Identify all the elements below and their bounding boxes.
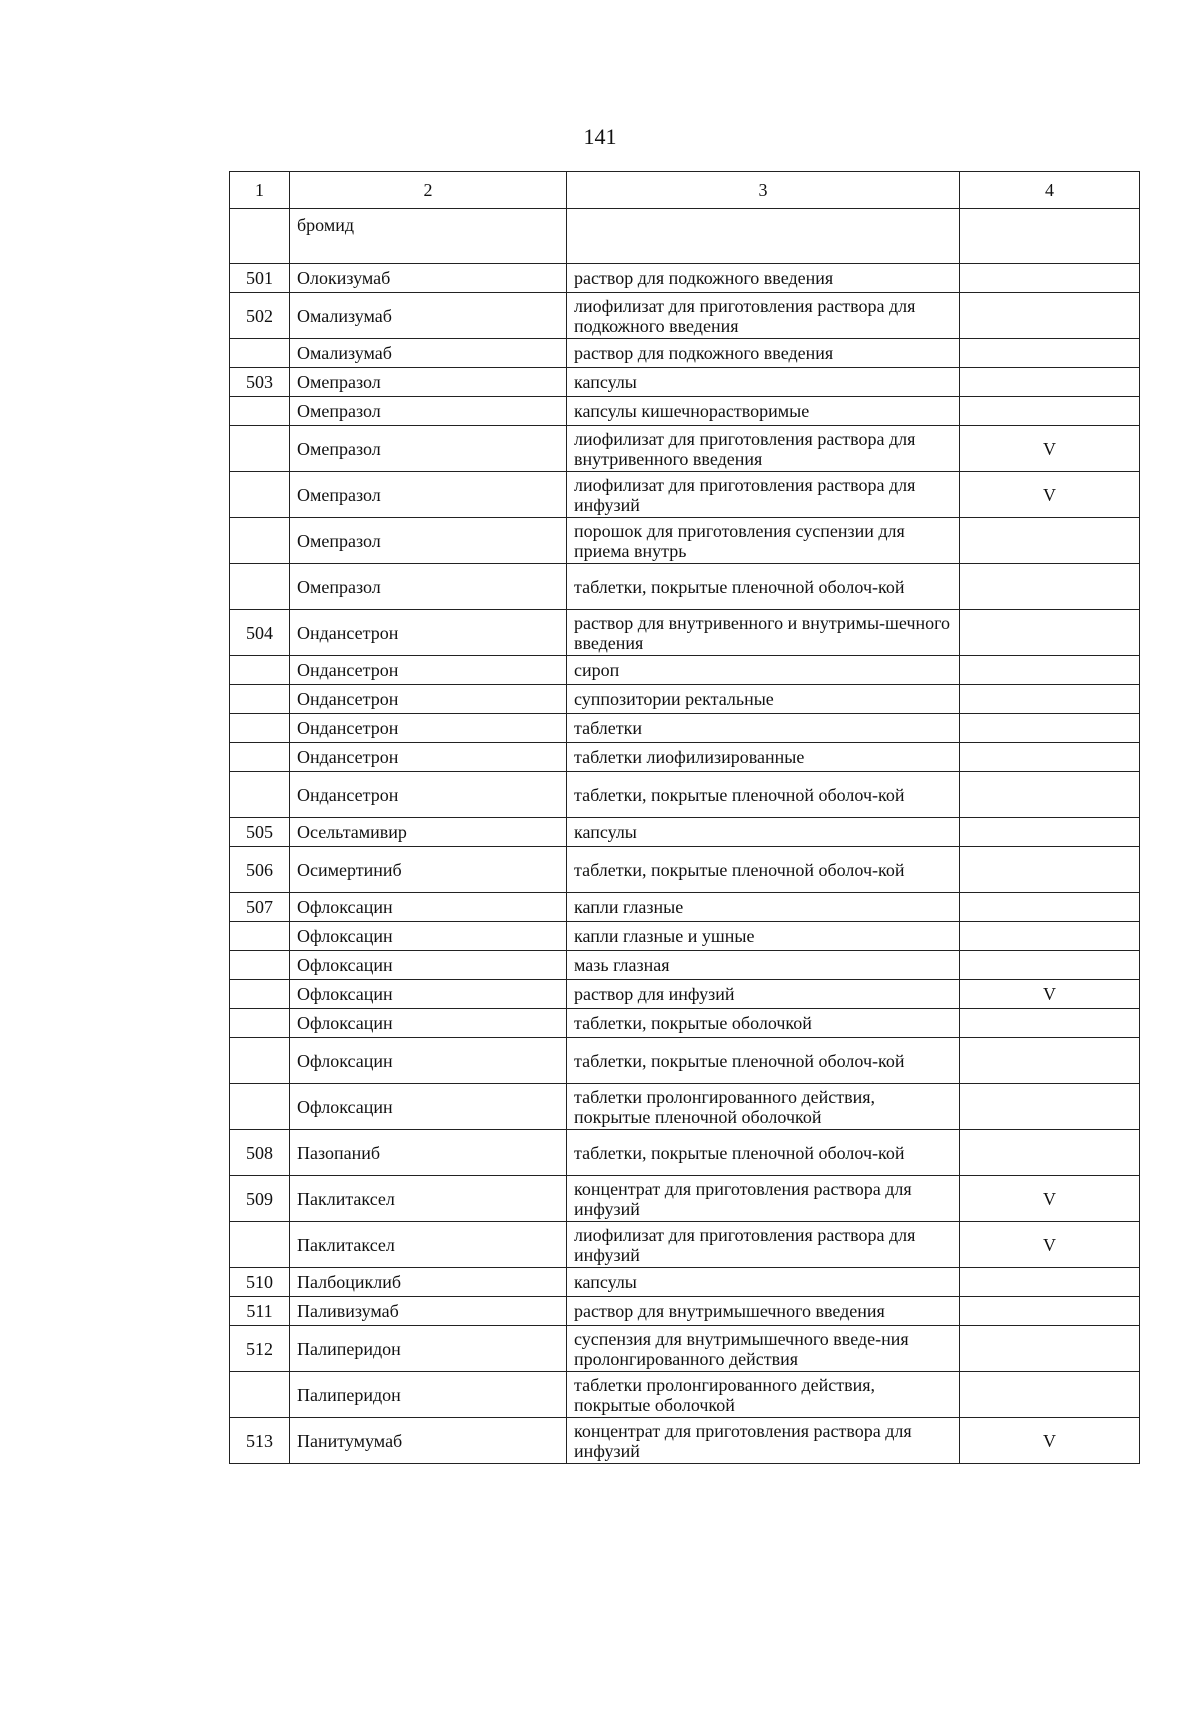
header-cell: 1 bbox=[230, 172, 290, 209]
mark-cell bbox=[960, 951, 1140, 980]
drug-table bbox=[229, 171, 1140, 1464]
dosage-form: капли глазные bbox=[567, 893, 960, 922]
dosage-form: таблетки пролонгированного действия, покрытые пленочной оболочкой bbox=[567, 1084, 960, 1130]
table-row bbox=[230, 1130, 1140, 1176]
row-number bbox=[230, 1222, 290, 1268]
row-number: 501 bbox=[230, 264, 290, 293]
dosage-form: капсулы bbox=[567, 368, 960, 397]
mark-cell bbox=[960, 1372, 1140, 1418]
table-row bbox=[230, 1268, 1140, 1297]
drug-name: Палиперидон bbox=[290, 1372, 567, 1418]
row-number: 513 bbox=[230, 1418, 290, 1464]
mark-cell bbox=[960, 293, 1140, 339]
drug-name: Паклитаксел bbox=[290, 1222, 567, 1268]
dosage-form: капсулы bbox=[567, 818, 960, 847]
mark-cell bbox=[960, 847, 1140, 893]
table-header-row bbox=[230, 172, 1140, 209]
dosage-form: таблетки, покрытые пленочной оболоч-кой bbox=[567, 564, 960, 610]
drug-name: Палбоциклиб bbox=[290, 1268, 567, 1297]
drug-name: бромид bbox=[290, 209, 567, 264]
dosage-form: раствор для внутривенного и внутримы-шечного введения bbox=[567, 610, 960, 656]
table-row bbox=[230, 847, 1140, 893]
dosage-form: лиофилизат для приготовления раствора для внутривенного введения bbox=[567, 426, 960, 472]
row-number bbox=[230, 980, 290, 1009]
drug-name: Омепразол bbox=[290, 518, 567, 564]
table-row bbox=[230, 1326, 1140, 1372]
dosage-form: таблетки, покрытые пленочной оболоч-кой bbox=[567, 1130, 960, 1176]
table-row bbox=[230, 951, 1140, 980]
table-row bbox=[230, 980, 1140, 1009]
table-row bbox=[230, 368, 1140, 397]
table-row bbox=[230, 264, 1140, 293]
dosage-form: концентрат для приготовления раствора для инфузий bbox=[567, 1418, 960, 1464]
mark-cell bbox=[960, 610, 1140, 656]
table-row bbox=[230, 293, 1140, 339]
table-row bbox=[230, 397, 1140, 426]
drug-name: Паклитаксел bbox=[290, 1176, 567, 1222]
drug-name: Офлоксацин bbox=[290, 893, 567, 922]
mark-cell bbox=[960, 1084, 1140, 1130]
row-number: 504 bbox=[230, 610, 290, 656]
dosage-form: таблетки, покрытые пленочной оболоч-кой bbox=[567, 772, 960, 818]
mark-cell bbox=[960, 1009, 1140, 1038]
dosage-form: суспензия для внутримышечного введе-ния пролонгированного действия bbox=[567, 1326, 960, 1372]
drug-name: Осельтамивир bbox=[290, 818, 567, 847]
dosage-form: таблетки, покрытые оболочкой bbox=[567, 1009, 960, 1038]
dosage-form: мазь глазная bbox=[567, 951, 960, 980]
row-number bbox=[230, 209, 290, 264]
drug-name: Ондансетрон bbox=[290, 714, 567, 743]
table-row bbox=[230, 685, 1140, 714]
table-row bbox=[230, 922, 1140, 951]
mark-cell bbox=[960, 264, 1140, 293]
table-row bbox=[230, 1176, 1140, 1222]
table-row bbox=[230, 714, 1140, 743]
row-number: 510 bbox=[230, 1268, 290, 1297]
drug-name: Омепразол bbox=[290, 426, 567, 472]
row-number bbox=[230, 685, 290, 714]
row-number bbox=[230, 1084, 290, 1130]
dosage-form: таблетки, покрытые пленочной оболоч-кой bbox=[567, 1038, 960, 1084]
row-number bbox=[230, 1372, 290, 1418]
dosage-form: раствор для внутримышечного введения bbox=[567, 1297, 960, 1326]
mark-cell bbox=[960, 818, 1140, 847]
row-number bbox=[230, 518, 290, 564]
table-row bbox=[230, 426, 1140, 472]
drug-name: Ондансетрон bbox=[290, 772, 567, 818]
drug-name: Офлоксацин bbox=[290, 922, 567, 951]
row-number: 503 bbox=[230, 368, 290, 397]
row-number: 511 bbox=[230, 1297, 290, 1326]
dosage-form: раствор для подкожного введения bbox=[567, 339, 960, 368]
mark-cell: V bbox=[960, 1176, 1140, 1222]
mark-cell bbox=[960, 564, 1140, 610]
drug-name: Омепразол bbox=[290, 368, 567, 397]
row-number: 507 bbox=[230, 893, 290, 922]
mark-cell bbox=[960, 339, 1140, 368]
table-row bbox=[230, 1009, 1140, 1038]
mark-cell bbox=[960, 1326, 1140, 1372]
drug-name: Осимертиниб bbox=[290, 847, 567, 893]
drug-name: Ондансетрон bbox=[290, 656, 567, 685]
dosage-form: таблетки, покрытые пленочной оболоч-кой bbox=[567, 847, 960, 893]
dosage-form: лиофилизат для приготовления раствора для инфузий bbox=[567, 472, 960, 518]
table-row bbox=[230, 1222, 1140, 1268]
dosage-form: капсулы кишечнорастворимые bbox=[567, 397, 960, 426]
drug-name: Ондансетрон bbox=[290, 685, 567, 714]
dosage-form: лиофилизат для приготовления раствора для подкожного введения bbox=[567, 293, 960, 339]
drug-name: Офлоксацин bbox=[290, 980, 567, 1009]
drug-name: Офлоксацин bbox=[290, 1084, 567, 1130]
mark-cell bbox=[960, 1268, 1140, 1297]
table-row bbox=[230, 656, 1140, 685]
drug-name: Омепразол bbox=[290, 397, 567, 426]
mark-cell bbox=[960, 368, 1140, 397]
row-number bbox=[230, 743, 290, 772]
mark-cell bbox=[960, 1297, 1140, 1326]
table-row bbox=[230, 1084, 1140, 1130]
row-number: 509 bbox=[230, 1176, 290, 1222]
header-cell: 3 bbox=[567, 172, 960, 209]
dosage-form: капли глазные и ушные bbox=[567, 922, 960, 951]
mark-cell bbox=[960, 1038, 1140, 1084]
row-number bbox=[230, 951, 290, 980]
dosage-form bbox=[567, 209, 960, 264]
drug-name: Омепразол bbox=[290, 472, 567, 518]
row-number bbox=[230, 922, 290, 951]
header-cell: 4 bbox=[960, 172, 1140, 209]
mark-cell bbox=[960, 743, 1140, 772]
drug-name: Ондансетрон bbox=[290, 743, 567, 772]
dosage-form: таблетки пролонгированного действия, покрытые оболочкой bbox=[567, 1372, 960, 1418]
table-row bbox=[230, 339, 1140, 368]
drug-name: Паливизумаб bbox=[290, 1297, 567, 1326]
row-number: 505 bbox=[230, 818, 290, 847]
table-row bbox=[230, 818, 1140, 847]
row-number bbox=[230, 564, 290, 610]
mark-cell: V bbox=[960, 1418, 1140, 1464]
drug-name: Офлоксацин bbox=[290, 1009, 567, 1038]
drug-name: Офлоксацин bbox=[290, 951, 567, 980]
dosage-form: сироп bbox=[567, 656, 960, 685]
table-row bbox=[230, 743, 1140, 772]
table-row bbox=[230, 1038, 1140, 1084]
row-number: 502 bbox=[230, 293, 290, 339]
table-row bbox=[230, 1297, 1140, 1326]
mark-cell bbox=[960, 1130, 1140, 1176]
drug-name: Омализумаб bbox=[290, 293, 567, 339]
drug-name: Омепразол bbox=[290, 564, 567, 610]
row-number bbox=[230, 1038, 290, 1084]
table-row bbox=[230, 472, 1140, 518]
mark-cell bbox=[960, 518, 1140, 564]
mark-cell: V bbox=[960, 1222, 1140, 1268]
dosage-form: суппозитории ректальные bbox=[567, 685, 960, 714]
drug-name: Панитумумаб bbox=[290, 1418, 567, 1464]
mark-cell bbox=[960, 893, 1140, 922]
drug-name: Омализумаб bbox=[290, 339, 567, 368]
drug-name: Ондансетрон bbox=[290, 610, 567, 656]
table-row bbox=[230, 1418, 1140, 1464]
table-row bbox=[230, 564, 1140, 610]
dosage-form: концентрат для приготовления раствора для инфузий bbox=[567, 1176, 960, 1222]
mark-cell bbox=[960, 685, 1140, 714]
table-row bbox=[230, 209, 1140, 264]
header-cell: 2 bbox=[290, 172, 567, 209]
row-number: 508 bbox=[230, 1130, 290, 1176]
table-row bbox=[230, 610, 1140, 656]
row-number bbox=[230, 1009, 290, 1038]
drug-name: Олокизумаб bbox=[290, 264, 567, 293]
mark-cell bbox=[960, 397, 1140, 426]
dosage-form: капсулы bbox=[567, 1268, 960, 1297]
dosage-form: порошок для приготовления суспензии для приема внутрь bbox=[567, 518, 960, 564]
row-number bbox=[230, 339, 290, 368]
table-row bbox=[230, 772, 1140, 818]
dosage-form: таблетки bbox=[567, 714, 960, 743]
row-number bbox=[230, 397, 290, 426]
mark-cell bbox=[960, 714, 1140, 743]
mark-cell bbox=[960, 209, 1140, 264]
mark-cell: V bbox=[960, 426, 1140, 472]
drug-name: Пазопаниб bbox=[290, 1130, 567, 1176]
mark-cell bbox=[960, 656, 1140, 685]
row-number bbox=[230, 656, 290, 685]
mark-cell bbox=[960, 772, 1140, 818]
dosage-form: лиофилизат для приготовления раствора для инфузий bbox=[567, 1222, 960, 1268]
mark-cell: V bbox=[960, 980, 1140, 1009]
mark-cell bbox=[960, 922, 1140, 951]
dosage-form: раствор для подкожного введения bbox=[567, 264, 960, 293]
page-number: 141 bbox=[583, 124, 617, 149]
dosage-form: таблетки лиофилизированные bbox=[567, 743, 960, 772]
mark-cell: V bbox=[960, 472, 1140, 518]
row-number: 506 bbox=[230, 847, 290, 893]
table-row bbox=[230, 518, 1140, 564]
drug-name: Офлоксацин bbox=[290, 1038, 567, 1084]
row-number bbox=[230, 426, 290, 472]
table-row bbox=[230, 1372, 1140, 1418]
row-number bbox=[230, 714, 290, 743]
row-number: 512 bbox=[230, 1326, 290, 1372]
dosage-form: раствор для инфузий bbox=[567, 980, 960, 1009]
table-row bbox=[230, 893, 1140, 922]
drug-name: Палиперидон bbox=[290, 1326, 567, 1372]
row-number bbox=[230, 772, 290, 818]
row-number bbox=[230, 472, 290, 518]
